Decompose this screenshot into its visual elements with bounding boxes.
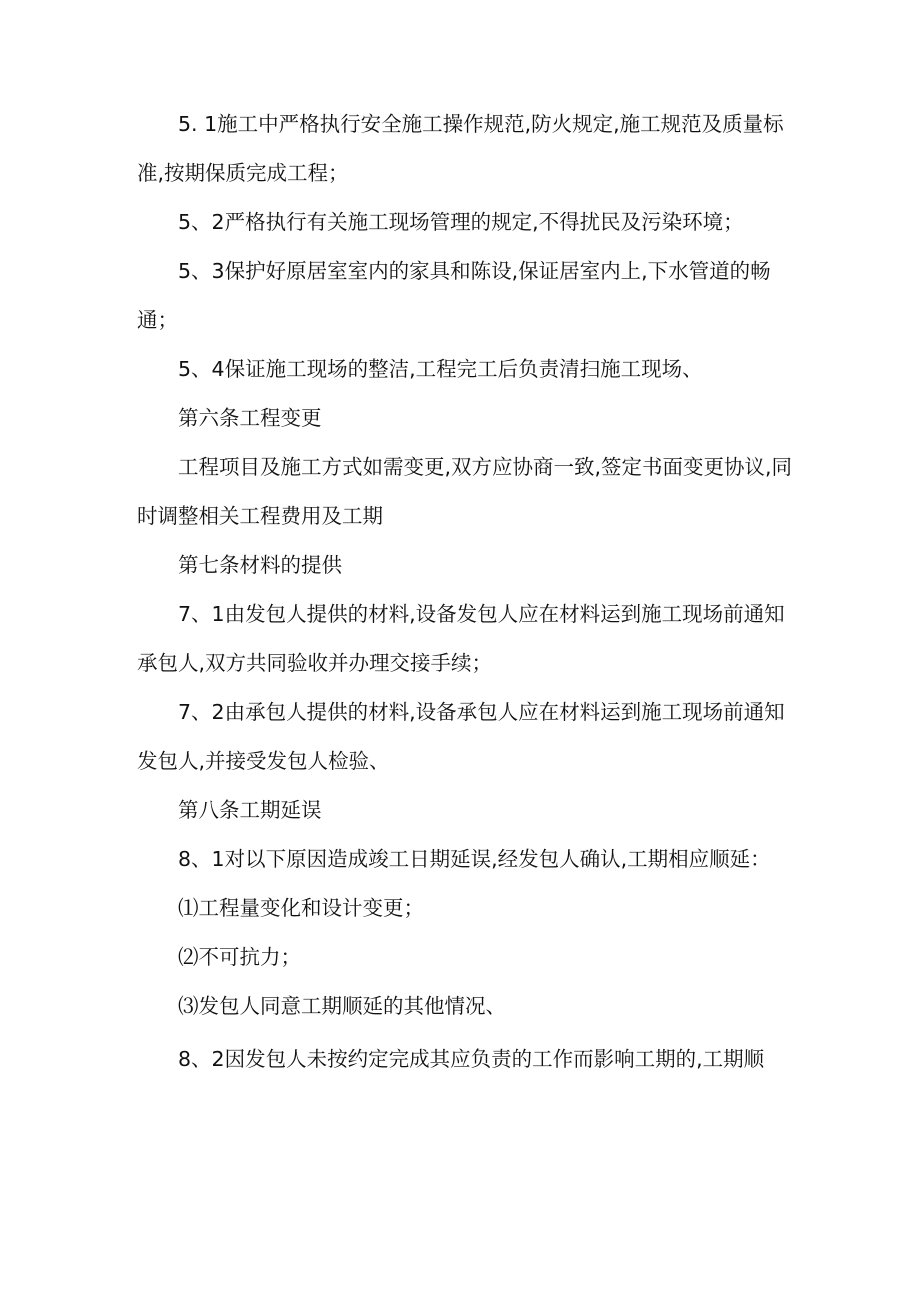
clause-5-2: 5、2严格执行有关施工现场管理的规定,不得扰民及污染环境； (178, 210, 744, 234)
clause-8-1: 8、1对以下原因造成竣工日期延误,经发包人确认,工期相应顺延： (178, 847, 771, 871)
clause-5-1: 5. 1施工中严格执行安全施工操作规范,防火规定,施工规范及质量标准,按期保质完成工程； (137, 112, 784, 185)
article-7-heading: 第七条材料的提供 (178, 553, 342, 577)
clause-5-4: 5、4保证施工现场的整洁,工程完工后负责清扫施工现场、 (178, 357, 703, 381)
article-8-heading: 第八条工期延误 (178, 798, 322, 822)
clause-8-1-item-2: ⑵不可抗力； (178, 945, 301, 969)
clause-8-1-item-3: ⑶发包人同意工期顺延的其他情况、 (178, 994, 506, 1018)
clause-7-2: 7、2由承包人提供的材料,设备承包人应在材料运到施工现场前通知发包人,并接受发包人检验、 (137, 700, 785, 773)
clause-8-1-item-1: ⑴工程量变化和设计变更； (178, 896, 424, 920)
article-6-heading: 第六条工程变更 (178, 406, 322, 430)
clause-8-2: 8、2因发包人未按约定完成其应负责的工作而影响工期的,工期顺 (178, 1047, 765, 1071)
clause-5-3: 5、3保护好原居室室内的家具和陈设,保证居室内上,下水管道的畅通； (137, 259, 771, 332)
clause-7-1: 7、1由发包人提供的材料,设备发包人应在材料运到施工现场前通知承包人,双方共同验收并办理交接手续； (137, 602, 785, 675)
document-body (137, 100, 797, 1084)
article-6-body: 工程项目及施工方式如需变更,双方应协商一致,签定书面变更协议,同时调整相关工程费用及工期 (137, 455, 793, 528)
